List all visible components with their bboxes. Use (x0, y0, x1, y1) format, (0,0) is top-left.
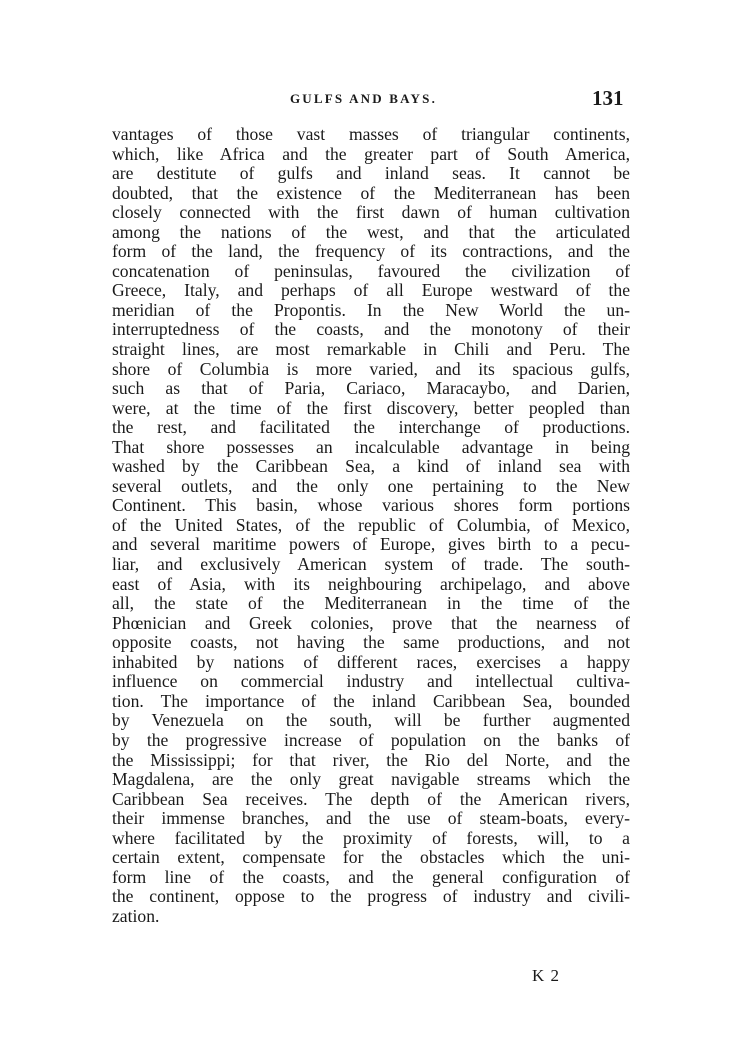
text-line: interruptedness of the coasts, and the monotony of their (112, 319, 630, 340)
text-line: their immense branches, and the use of steam-boats, every- (112, 808, 630, 829)
text-line: are destitute of gulfs and inland seas. It cannot be (112, 163, 630, 184)
text-line: liar, and exclusively American system of trade. The south- (112, 554, 630, 575)
signature-mark: K 2 (532, 966, 561, 985)
text-line: form of the land, the frequency of its contractions, and the (112, 241, 630, 262)
text-line: washed by the Caribbean Sea, a kind of inland sea with (112, 456, 630, 477)
text-line: the rest, and facilitated the interchange of productions. (112, 417, 630, 438)
text-line: vantages of those vast masses of triangular continents, (112, 124, 630, 144)
text-line: zation. (112, 905, 160, 926)
text-line: opposite coasts, not having the same productions, and not (112, 632, 630, 653)
text-line: all, the state of the Mediterranean in the time of the (112, 593, 630, 614)
text-line: Continent. This basin, whose various shores form portions (112, 495, 630, 516)
text-line: certain extent, compensate for the obstacles which the uni- (112, 847, 630, 868)
text-line: closely connected with the first dawn of human cultivation (112, 202, 630, 223)
text-line: such as that of Paria, Cariaco, Maracaybo, and Darien, (112, 378, 630, 399)
text-line: among the nations of the west, and that the articulated (112, 221, 630, 242)
text-line: which, like Africa and the greater part of South America, (112, 143, 630, 164)
page-number: 131 (592, 86, 624, 110)
text-line: where facilitated by the proximity of forests, will, to a (112, 827, 630, 848)
text-line: the continent, oppose to the progress of industry and civili- (112, 886, 630, 907)
text-line: shore of Columbia is more varied, and its spacious gulfs, (112, 358, 630, 379)
text-line: by the progressive increase of population on the banks of (112, 729, 630, 750)
text-line: form line of the coasts, and the general configuration of (112, 866, 630, 887)
text-line: Magdalena, are the only great navigable streams which the (112, 769, 630, 790)
text-line: the Mississippi; for that river, the Rio del Norte, and the (112, 749, 630, 770)
text-line: of the United States, of the republic of Columbia, of Mexico, (112, 514, 630, 535)
text-line: concatenation of peninsulas, favoured the civilization of (112, 260, 630, 281)
text-line: and several maritime powers of Europe, gives birth to a pecu- (112, 534, 630, 555)
text-line: straight lines, are most remarkable in Chili and Peru. The (112, 339, 630, 360)
text-line: were, at the time of the first discovery, better peopled than (112, 397, 630, 418)
text-line: east of Asia, with its neighbouring archipelago, and above (112, 573, 630, 594)
text-line: Greece, Italy, and perhaps of all Europe westward of the (112, 280, 630, 301)
text-line: inhabited by nations of different races, exercises a happy (112, 651, 630, 672)
text-line: several outlets, and the only one pertaining to the New (112, 475, 630, 496)
text-line: tion. The importance of the inland Caribbean Sea, bounded (112, 690, 630, 711)
running-title: GULFS AND BAYS. (290, 91, 438, 106)
text-line: meridian of the Propontis. In the New World the un- (112, 299, 630, 320)
text-line: by Venezuela on the south, will be further augmented (112, 710, 630, 731)
body-text (112, 125, 630, 926)
text-line: Phœnician and Greek colonies, prove that the nearness of (112, 612, 630, 633)
text-line: influence on commercial industry and intellectual cultiva- (112, 671, 630, 692)
text-line: doubted, that the existence of the Mediterranean has been (112, 182, 630, 203)
text-line: That shore possesses an incalculable advantage in being (112, 436, 630, 457)
text-line: Caribbean Sea receives. The depth of the American rivers, (112, 788, 630, 809)
